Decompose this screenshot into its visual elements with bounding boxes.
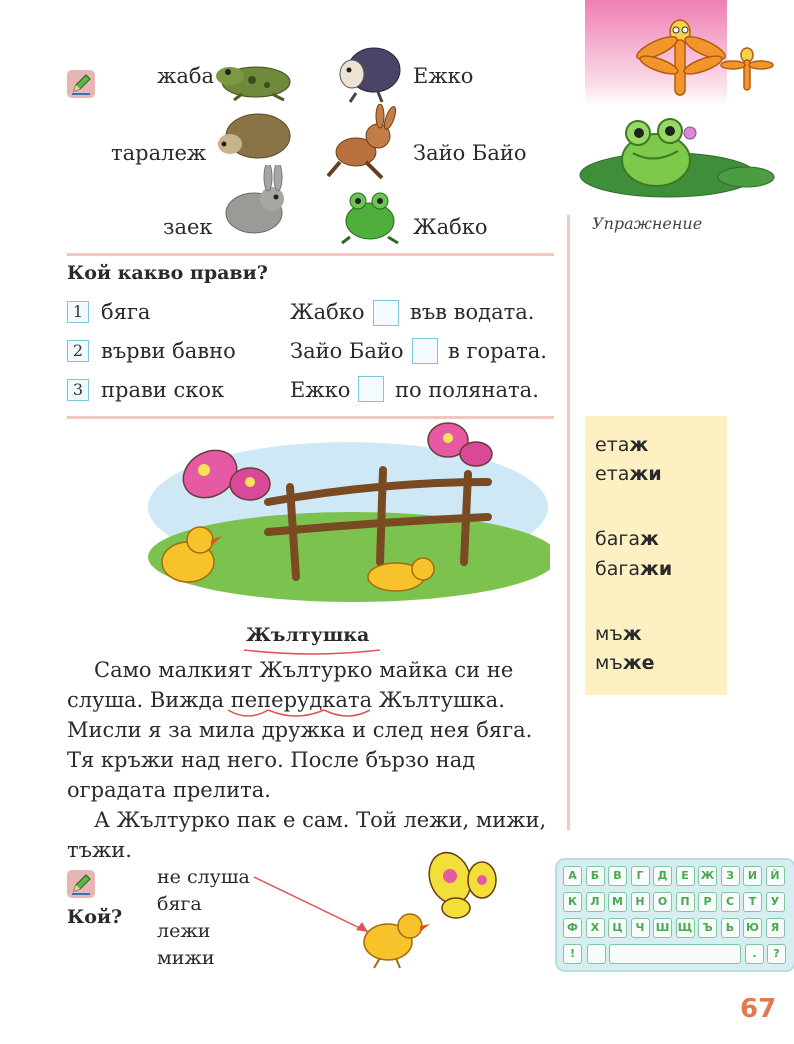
exercise-side-label: Упражнение xyxy=(592,214,703,233)
alphabet-keyboard xyxy=(555,858,794,972)
key-period[interactable]: . xyxy=(745,944,764,964)
key-letter[interactable]: Ш xyxy=(653,918,672,938)
pencil-icon xyxy=(67,70,95,98)
key-letter[interactable]: У xyxy=(766,892,785,912)
answer-box[interactable] xyxy=(412,338,438,364)
key-letter[interactable]: Ч xyxy=(631,918,650,938)
page-number: 67 xyxy=(740,994,777,1024)
key-letter[interactable]: Ъ xyxy=(698,918,717,938)
hedgehog-cartoon xyxy=(334,38,406,104)
key-letter[interactable]: Д xyxy=(653,866,672,886)
key-blank[interactable] xyxy=(587,944,606,964)
sidebar-word: багажи xyxy=(595,558,673,580)
sidebar-word: мъж xyxy=(595,623,642,645)
key-letter[interactable]: Т xyxy=(743,892,762,912)
key-letter[interactable]: Ж xyxy=(698,866,717,886)
question-word-list xyxy=(157,864,250,972)
answer-word: мижи xyxy=(157,947,215,969)
key-exclamation[interactable]: ! xyxy=(563,944,582,964)
key-letter[interactable]: Б xyxy=(586,866,605,886)
key-letter[interactable]: Ю xyxy=(743,918,762,938)
question-koi-label: Кой? xyxy=(67,906,123,928)
dragonfly-illustration xyxy=(635,10,785,105)
action-text: върви бавно xyxy=(101,339,236,363)
answer-word: не слуша xyxy=(157,866,250,888)
key-letter[interactable]: Й xyxy=(766,866,785,886)
story-illustration xyxy=(118,412,550,612)
frog-cartoon xyxy=(336,187,406,245)
key-letter[interactable]: Ь xyxy=(721,918,740,938)
syllable-arcs xyxy=(226,708,372,720)
story-line: Само малкият Жълтурко майка си не xyxy=(94,658,514,682)
key-letter[interactable]: О xyxy=(653,892,672,912)
pencil-icon xyxy=(67,870,95,898)
sentence-rest: по поляната. xyxy=(395,378,539,402)
key-letter[interactable]: Л xyxy=(586,892,605,912)
frog-on-lilypad-illustration xyxy=(578,115,788,200)
key-letter[interactable]: Ф xyxy=(563,918,582,938)
key-letter[interactable]: А xyxy=(563,866,582,886)
answer-box[interactable] xyxy=(358,376,384,402)
frog-photo xyxy=(212,52,296,102)
word-zayo-bayo: Зайо Байо xyxy=(413,141,527,165)
action-text: бяга xyxy=(101,300,151,324)
story-text xyxy=(67,655,562,865)
story-line: оградата прелита. xyxy=(67,778,271,802)
key-letter[interactable]: Ц xyxy=(608,918,627,938)
sidebar-word: етаж xyxy=(595,434,649,456)
word-zaek: заек xyxy=(163,215,213,239)
answer-word: бяга xyxy=(157,893,202,915)
story-title: Жълтушка xyxy=(246,624,370,646)
sidebar-word: етажи xyxy=(595,463,662,485)
spacebar[interactable] xyxy=(609,944,741,964)
sidebar-word-panel xyxy=(585,416,727,695)
word-ezhko: Ежко xyxy=(413,64,474,88)
rabbit-cartoon xyxy=(322,104,408,184)
key-letter[interactable]: Х xyxy=(586,918,605,938)
sidebar-word: мъже xyxy=(595,652,655,674)
rabbit-photo xyxy=(220,165,296,237)
divider-vertical xyxy=(567,215,570,830)
sentence-subject: Ежко xyxy=(290,378,351,402)
number-box: 3 xyxy=(67,379,89,401)
divider-top xyxy=(67,253,554,256)
sidebar-word: багаж xyxy=(595,528,659,550)
key-question-mark[interactable]: ? xyxy=(767,944,786,964)
question-title: Кой какво прави? xyxy=(67,262,268,284)
story-line: Тя кръжи над него. После бързо над xyxy=(67,748,476,772)
hedgehog-photo xyxy=(214,108,294,166)
key-letter[interactable]: Е xyxy=(676,866,695,886)
key-letter[interactable]: Р xyxy=(698,892,717,912)
key-letter[interactable]: З xyxy=(721,866,740,886)
key-letter[interactable]: И xyxy=(743,866,762,886)
action-text: прави скок xyxy=(101,378,225,402)
story-line: А Жълтурко пак е сам. Той лежи, мижи, xyxy=(94,808,547,832)
key-letter[interactable]: Н xyxy=(631,892,650,912)
word-taralezh: таралеж xyxy=(111,141,207,165)
number-box: 1 xyxy=(67,301,89,323)
key-letter[interactable]: К xyxy=(563,892,582,912)
word-zhaba: жаба xyxy=(157,64,215,88)
number-box: 2 xyxy=(67,340,89,362)
sentence-rest: в гората. xyxy=(448,339,547,363)
story-line: тъжи. xyxy=(67,838,132,862)
key-letter[interactable]: Я xyxy=(766,918,785,938)
sentence-subject: Зайо Байо xyxy=(290,339,404,363)
answer-box[interactable] xyxy=(373,300,399,326)
key-letter[interactable]: В xyxy=(608,866,627,886)
key-letter[interactable]: С xyxy=(721,892,740,912)
key-letter[interactable]: М xyxy=(608,892,627,912)
story-line: Мисли я за мила дружка и след нея бяга. xyxy=(67,718,533,742)
key-letter[interactable]: Щ xyxy=(676,918,695,938)
chick-butterfly-illustration xyxy=(352,848,502,974)
answer-word: лежи xyxy=(157,920,211,942)
word-zhabko: Жабко xyxy=(413,215,488,239)
key-letter[interactable]: П xyxy=(676,892,695,912)
sentence-subject: Жабко xyxy=(290,300,365,324)
key-letter[interactable]: Г xyxy=(631,866,650,886)
sentence-rest: във водата. xyxy=(410,300,535,324)
story-line: слуша. Вижда пеперудката Жълтушка. xyxy=(67,688,505,712)
